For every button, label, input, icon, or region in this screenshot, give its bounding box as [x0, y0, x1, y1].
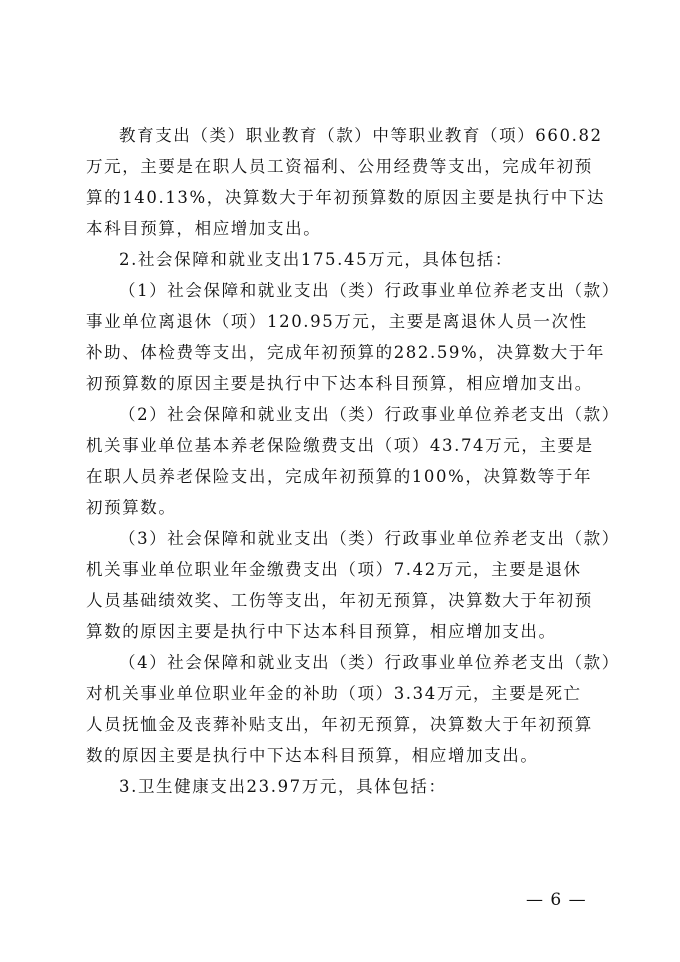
- paragraph-line: 对机关事业单位职业年金的补助（项）3.34万元，主要是死亡: [86, 684, 582, 703]
- paragraph-line: （4）社会保障和就业支出（类）行政事业单位养老支出（款）: [119, 653, 620, 672]
- paragraph-line: 人员基础绩效奖、工伤等支出，年初无预算，决算数大于年初预: [86, 591, 593, 610]
- paragraph-line: 事业单位离退休（项）120.95万元，主要是离退休人员一次性: [86, 312, 588, 331]
- section-heading: 3.卫生健康支出23.97万元，具体包括：: [119, 777, 447, 796]
- paragraph-line: 本科目预算，相应增加支出。: [86, 219, 322, 238]
- paragraph-line: 算的140.13%，决算数大于年初预算数的原因主要是执行中下达: [86, 188, 606, 207]
- paragraph-line: 机关事业单位职业年金缴费支出（项）7.42万元，主要是退休: [86, 560, 582, 579]
- paragraph-line: （2）社会保障和就业支出（类）行政事业单位养老支出（款）: [119, 405, 620, 424]
- paragraph-line: 万元，主要是在职人员工资福利、公用经费等支出，完成年初预: [86, 157, 593, 176]
- paragraph-line: 教育支出（类）职业教育（款）中等职业教育（项）660.82: [119, 126, 603, 145]
- paragraph-line: 补助、体检费等支出，完成年初预算的282.59%，决算数大于年: [86, 343, 606, 362]
- paragraph-line: 人员抚恤金及丧葬补贴支出，年初无预算，决算数大于年初预算: [86, 715, 593, 734]
- section-heading: 2.社会保障和就业支出175.45万元，具体包括：: [119, 250, 513, 269]
- paragraph-line: 在职人员养老保险支出，完成年初预算的100%，决算数等于年: [86, 467, 593, 486]
- paragraph-line: 数的原因主要是执行中下达本科目预算，相应增加支出。: [86, 746, 539, 765]
- page-number: — 6 —: [526, 890, 587, 910]
- body-text: [86, 120, 620, 802]
- paragraph-line: （1）社会保障和就业支出（类）行政事业单位养老支出（款）: [119, 281, 620, 300]
- paragraph-line: 初预算数的原因主要是执行中下达本科目预算，相应增加支出。: [86, 374, 593, 393]
- paragraph-line: 算数的原因主要是执行中下达本科目预算，相应增加支出。: [86, 622, 557, 641]
- paragraph-line: 初预算数。: [86, 498, 177, 517]
- paragraph-line: （3）社会保障和就业支出（类）行政事业单位养老支出（款）: [119, 529, 620, 548]
- paragraph-line: 机关事业单位基本养老保险缴费支出（项）43.74万元，主要是: [86, 436, 594, 455]
